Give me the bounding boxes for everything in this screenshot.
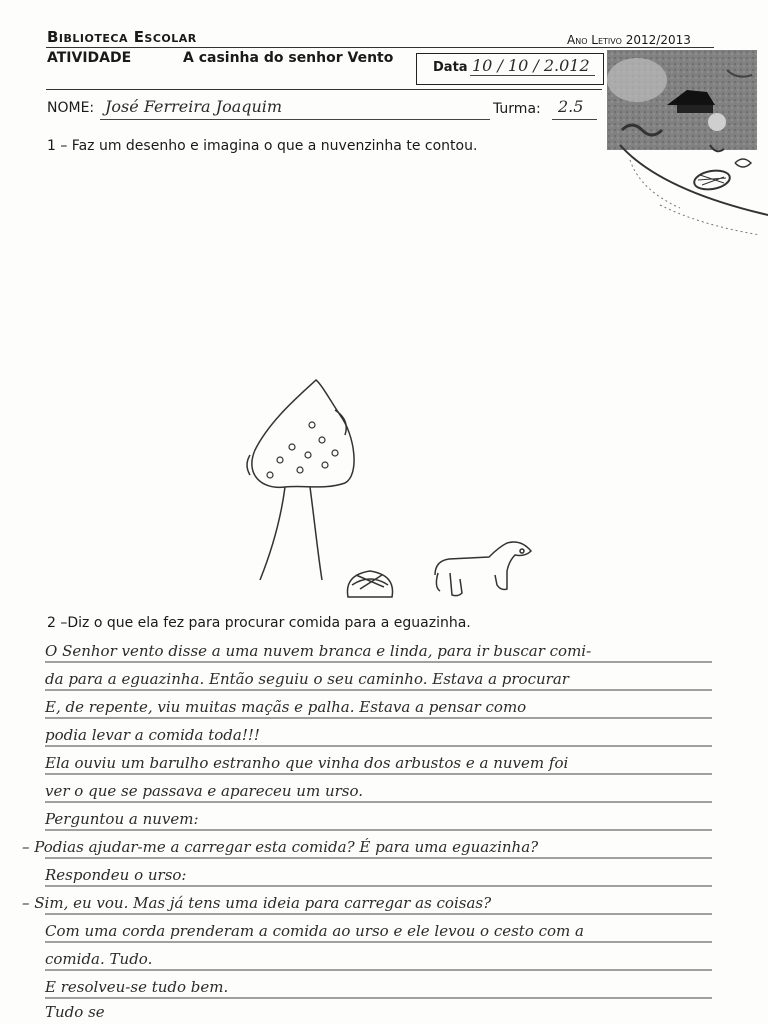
answer-line: Respondeu o urso:	[45, 866, 187, 884]
answer-line: – Podias ajudar-me a carregar esta comida? É para uma eguazinha?	[22, 838, 539, 856]
date-value: 10 / 10 / 2.012	[472, 56, 590, 75]
header-rule-2	[46, 89, 602, 90]
child-drawing	[230, 375, 560, 615]
activity-title: A casinha do senhor Vento	[183, 50, 394, 66]
answer-line: da para a eguazinha. Então seguiu o seu caminho. Estava a procurar	[45, 670, 569, 688]
activity-label: ATIVIDADE	[47, 50, 132, 66]
answer-line: E, de repente, viu muitas maçãs e palha. Estava a pensar como	[45, 698, 527, 716]
name-value: José Ferreira Joaquim	[105, 97, 283, 116]
school-library-title: Biblioteca Escolar	[47, 28, 197, 46]
tree-drawing	[247, 380, 354, 580]
answer-line: podia levar a comida toda!!!	[45, 726, 260, 744]
answer-line: O Senhor vento disse a uma nuvem branca e linda, para ir buscar comi-	[45, 642, 592, 660]
name-label: NOME:	[47, 100, 95, 116]
date-label: Data	[433, 60, 468, 75]
corner-scribble-drawing	[600, 135, 768, 260]
question-2: 2 –Diz o que ela fez para procurar comida para a eguazinha.	[47, 615, 471, 631]
basket-drawing	[347, 571, 392, 597]
answer-line: – Sim, eu vou. Mas já tens uma ideia para carregar as coisas?	[22, 894, 492, 912]
class-underline	[552, 119, 597, 120]
bear-drawing	[435, 542, 531, 596]
answer-line: comida. Tudo.	[45, 950, 153, 968]
answer-line: ver o que se passava e apareceu um urso.	[45, 782, 364, 800]
class-label: Turma:	[493, 101, 541, 117]
header-rule	[46, 47, 714, 48]
school-year: Ano Letivo 2012/2013	[567, 33, 691, 47]
question-1: 1 – Faz um desenho e imagina o que a nuvenzinha te contou.	[47, 138, 478, 154]
answer-line: Ela ouviu um barulho estranho que vinha dos arbustos e a nuvem foi	[45, 754, 569, 772]
date-underline	[470, 75, 595, 76]
answer-line: E resolveu-se tudo bem.	[45, 978, 229, 996]
answer-line: Tudo se	[45, 1003, 105, 1021]
answer-line: Com uma corda prenderam a comida ao urso e ele levou o cesto com a	[45, 922, 584, 940]
answer-line: Perguntou a nuvem:	[45, 810, 199, 828]
class-value: 2.5	[558, 97, 584, 116]
name-underline	[100, 119, 490, 120]
apple-drawings	[267, 422, 338, 478]
